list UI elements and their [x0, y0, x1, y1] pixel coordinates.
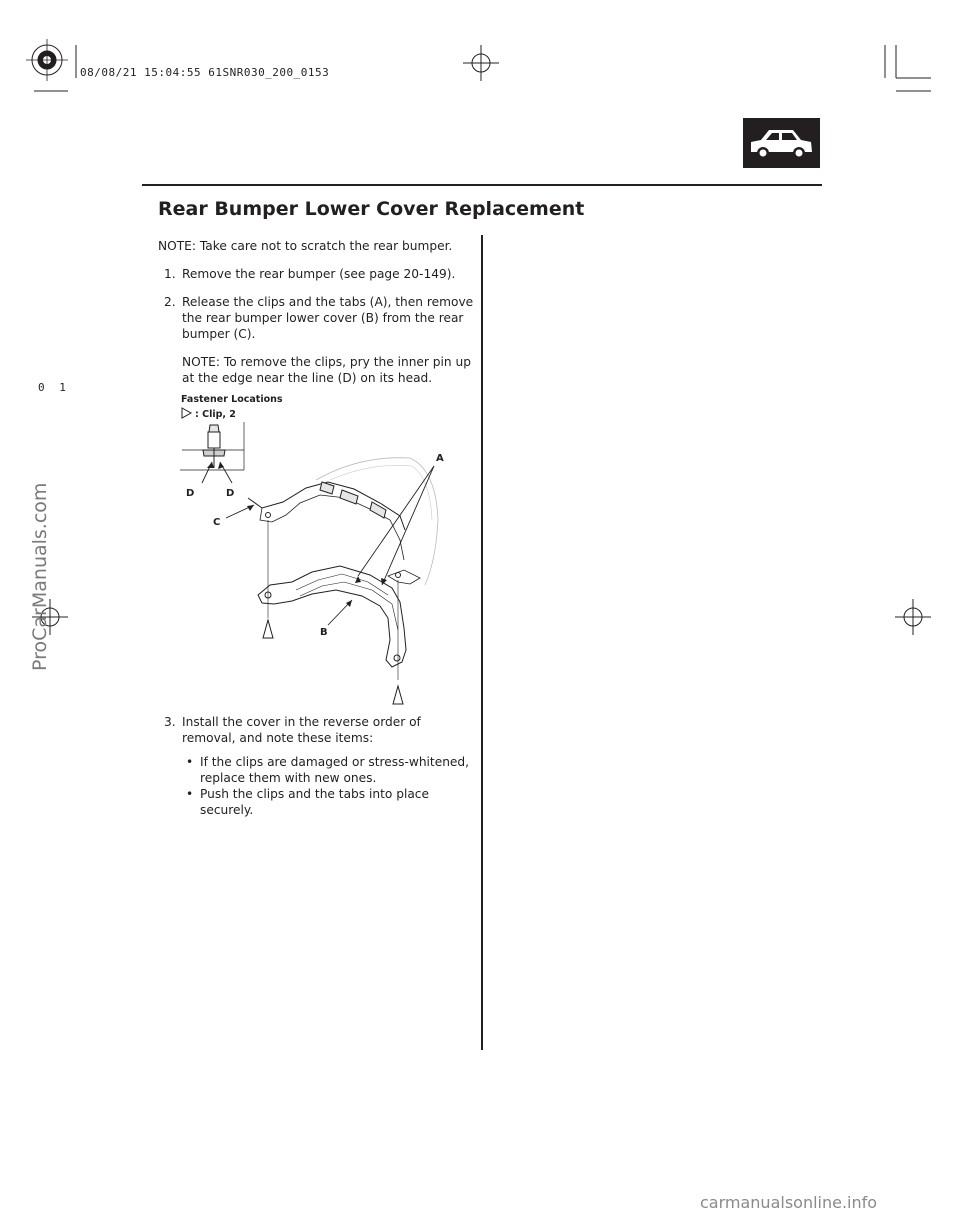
clip-legend: : Clip, 2	[195, 409, 236, 420]
car-side-icon	[743, 118, 820, 168]
step-3-bullets	[182, 754, 474, 818]
label-d-right: D	[226, 488, 235, 499]
page-code: 0 1	[38, 381, 70, 394]
side-watermark	[28, 470, 50, 670]
bullet-dot-icon: •	[186, 787, 194, 801]
bullet-item	[182, 754, 474, 786]
step-number: 2.	[164, 295, 176, 309]
step-note: NOTE: To remove the clips, pry the inner pin up at the edge near the line (D) on its head.	[182, 355, 471, 385]
step-1	[164, 266, 474, 282]
bullet-item	[182, 786, 474, 818]
bullet-dot-icon: •	[186, 755, 194, 769]
column-divider	[481, 235, 483, 1050]
bottom-watermark: carmanualsonline.info	[700, 1193, 878, 1212]
step-text: Release the clips and the tabs (A), then remove the rear bumper lower cover (B) from the rear bumper (C).	[182, 295, 474, 341]
step-2	[164, 294, 474, 386]
side-watermark-text: ProCarManuals.com	[29, 482, 51, 671]
bullet-text: If the clips are damaged or stress-whitened, replace them with new ones.	[200, 755, 470, 785]
bullet-text: Push the clips and the tabs into place securely.	[200, 787, 430, 817]
print-stamp: 08/08/21 15:04:55 61SNR030_200_0153	[80, 66, 330, 79]
page-title: Rear Bumper Lower Cover Replacement	[158, 198, 585, 220]
registration-target-icon	[26, 39, 68, 81]
step-3	[164, 714, 474, 818]
step-text: Remove the rear bumper (see page 20-149).	[182, 267, 456, 281]
figure-caption: Fastener Locations	[181, 394, 283, 405]
header-rule	[142, 184, 822, 186]
label-c: C	[213, 517, 221, 528]
label-a: A	[436, 453, 444, 464]
note-text: NOTE: Take care not to scratch the rear bumper.	[158, 239, 453, 253]
step-text: Install the cover in the reverse order of removal, and note these items:	[182, 715, 421, 745]
section-icon-box	[743, 118, 820, 168]
label-b: B	[320, 627, 328, 638]
step-number: 3.	[164, 715, 176, 729]
procedure-steps	[164, 266, 474, 398]
label-d-left: D	[186, 488, 195, 499]
bumper-cover-diagram	[170, 418, 460, 708]
step-number: 1.	[164, 267, 176, 281]
